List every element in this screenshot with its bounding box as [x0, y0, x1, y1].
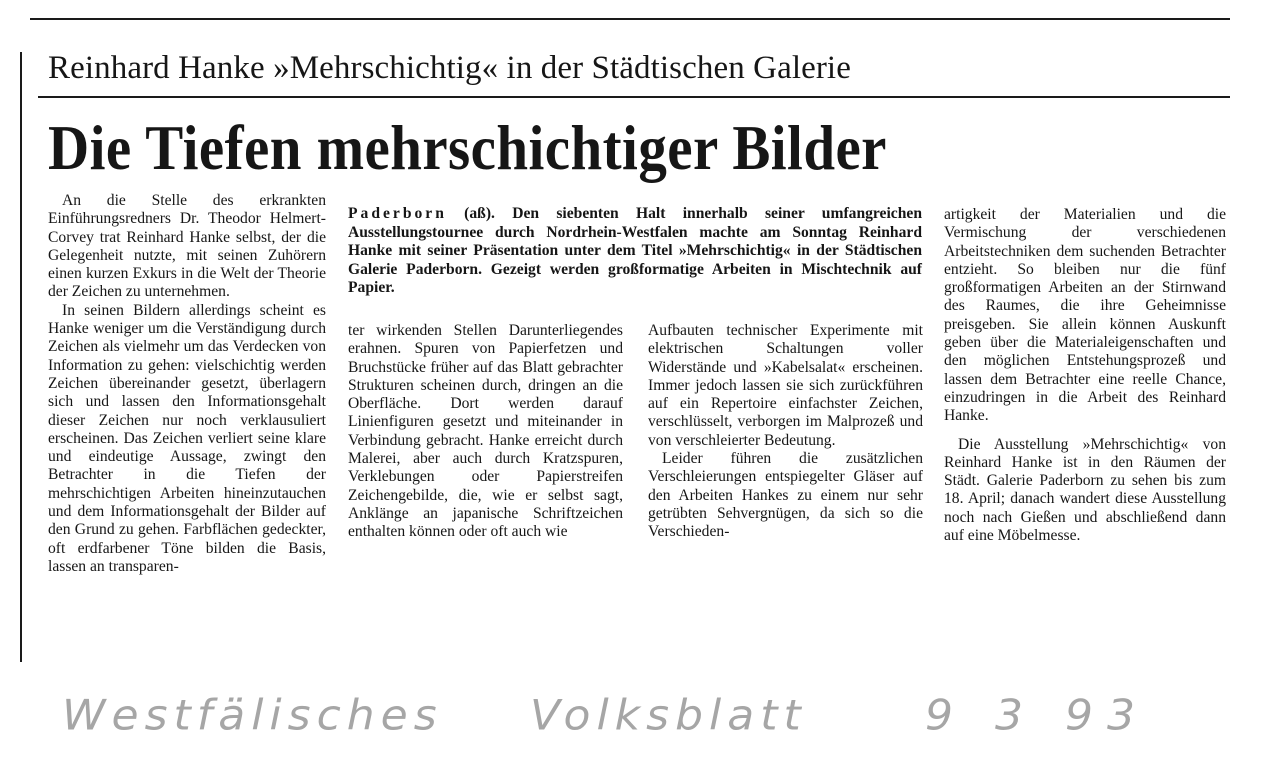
handwritten-paper: Volksblatt [530, 691, 807, 740]
lead-paragraph [348, 205, 922, 298]
paragraph: An die Stelle des erkrankten Einführungsredners Dr. Theodor Helmert-Corvey trat Reinhard Hanke selbst, der die Gelegenheit nutzte, mit seinen Zuhörern einen kurzen Exkurs in die Welt der Theorie der Zeichen zu unternehmen. [48, 192, 326, 301]
left-margin-rule [20, 52, 22, 662]
dateline-place: Paderborn [348, 205, 447, 222]
handwritten-source: Westfälisches [62, 691, 443, 740]
byline: (aß). [446, 205, 495, 222]
article-column-3 [648, 322, 923, 542]
handwritten-date: 9 3 93 [925, 691, 1149, 740]
paragraph: Die Ausstellung »Mehrschichtig« von Reinhard Hanke ist in den Räumen der Städt. Galerie Paderborn zu sehen bis zum 18. April; danach wandert diese Ausstellung noch nach Gießen und abschließend dann auf eine Möbelmesse. [944, 435, 1226, 545]
paragraph: In seinen Bildern allerdings scheint es Hanke weniger um die Verständigung durch Zeichen als vielmehr um das Verdecken von Information zu gehen: vielschichtig werden Zeichen übereinander gesetzt, überlagern sich und lassen den Informationsgehalt dieser Zeichen nur noch verklausuliert erscheinen. Das Zeichen verliert seine klare und eindeutige Aussage, zwingt den Betrachter in die Tiefen der mehrschichtigen Arbeiten hineinzutauchen und dem Informationsgehalt der Bilder auf den Grund zu gehen. Farbflächen gedeckter, oft erdfarbener Töne bilden die Basis, lassen an transparen- [48, 301, 326, 575]
paragraph: Leider führen die zusätzlichen Verschleierungen entspiegelter Gläser auf den Arbeiten Hankes zu einem nur sehr getrübten Sehvergnügen, da sich so die Verschieden- [648, 450, 923, 541]
lead-text: Den siebenten Halt innerhalb seiner umfangreichen Ausstellungstournee durch Nordrhein-Westfalen machte am Sonntag Reinhard Hanke mit seiner Präsentation unter dem Titel »Mehrschichtig« in der Städtischen Galerie Paderborn. Gezeigt werden großformatige Arbeiten in Mischtechnik auf Papier. [348, 205, 922, 296]
paragraph: Aufbauten technischer Experimente mit elektrischen Schaltungen voller Widerstände und »Kabelsalat« erscheinen. Immer jedoch lassen sie sich zurückführen auf ein Repertoire einfachster Zeichen, verschlüsselt, verborgen im Malprozeß und von verschleierter Bedeutung. [648, 322, 923, 449]
main-headline: Die Tiefen mehrschichtiger Bilder [48, 112, 887, 183]
paragraph: ter wirkenden Stellen Darunterliegendes erahnen. Spuren von Papierfetzen und Bruchstücke früher auf das Blatt gebrachter Strukturen scheinen durch, dringen an die Oberfläche. Dort werden darauf Linienfiguren gesetzt und miteinander in Verbindung gebracht. Hanke erreicht durch Malerei, aber auch durch Kratzspuren, Verklebungen oder Papierstreifen Zeichengebilde, die, wie er selbst sagt, Anklänge an japanische Schriftzeichen enthalten können oder oft auch wie [348, 322, 623, 541]
kicker-rule [38, 96, 1230, 98]
kicker-headline: Reinhard Hanke »Mehrschichtig« in der Städtischen Galerie [48, 50, 851, 86]
top-rule [30, 18, 1230, 20]
paragraph: artigkeit der Materialien und die Vermischung der verschiedenen Arbeitstechniken dem suchenden Betrachter entzieht. So bleiben nur die fünf großformatigen Arbeiten an der Stirnwand des Raumes, die ihre Geheimnisse preisgeben. Sie allein können Auskunft geben über die Materialeigenschaften und den möglichen Entstehungsprozeß und lassen dem Betrachter eine reelle Chance, einzudringen in die Arbeit des Reinhard Hanke. [944, 206, 1226, 425]
article-column-4 [944, 206, 1226, 545]
article-column-2 [348, 322, 623, 542]
article-column-1 [48, 192, 326, 576]
